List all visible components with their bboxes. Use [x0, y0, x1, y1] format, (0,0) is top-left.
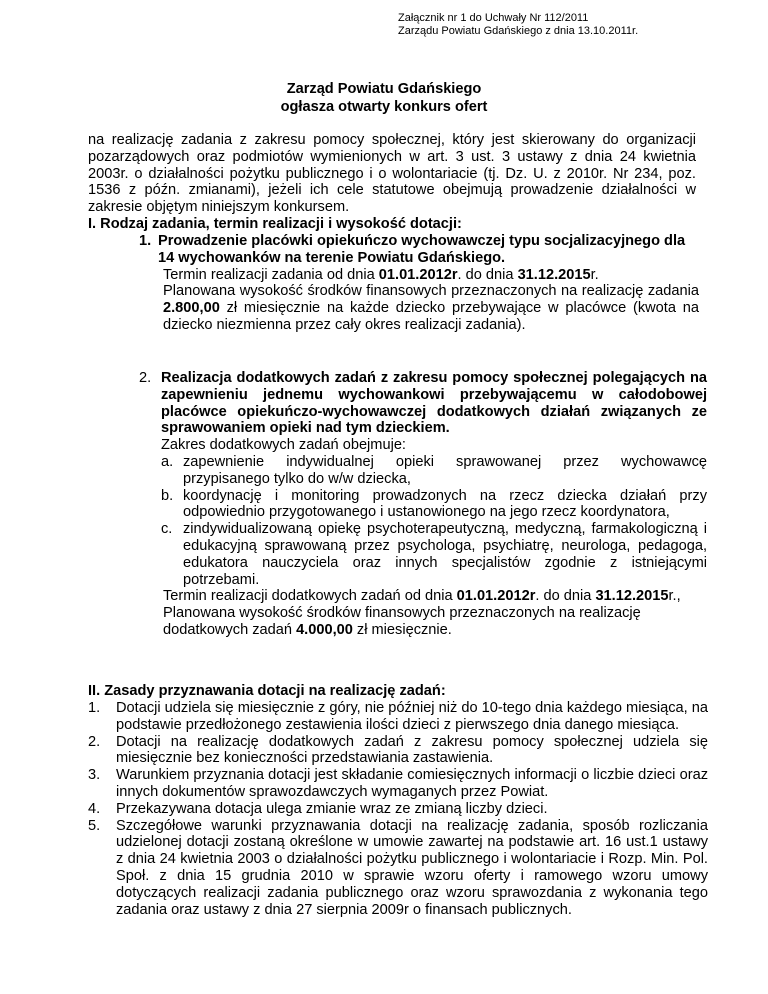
- attachment-header: [398, 12, 638, 38]
- attachment-line-1: Załącznik nr 1 do Uchwały Nr 112/2011: [398, 12, 589, 24]
- scope-a: a. zapewnienie indywidualnej opieki sprawowanej przez wychowawcę przypisanego tylko do w/w dziecka,: [161, 453, 707, 487]
- list-item: 2. Dotacji na realizację dodatkowych zadań z zakresu pomocy społecznej udziela się miesięcznie bez konieczności przedstawiania zastawienia.: [88, 733, 708, 767]
- list-item: 5. Szczegółowe warunki przyznawania dotacji na realizację zadania, sposób rozliczania udzielonej dotacji zostaną określone w umowie zawartej na podstawie art. 16 ust.1 ustawy z dnia 24 kwietnia 2003 o działalności pożytku publicznego i wolontariacie i Rozp. Min. Pol. Społ. z dnia 15 grudnia 2010 w sprawie wzoru oferty i ramowego wzoru umowy dotyczących realizacji zadania publicznego oraz wzoru sprawozdania z wykonania tego zadania oraz ustawy z dnia 27 sierpnia 2009r o finansach publicznych.: [88, 817, 708, 918]
- item-term: Termin realizacji zadania od dnia 01.01.2012r. do dnia 31.12.2015r.: [163, 266, 599, 283]
- item-funds: Planowana wysokość środków finansowych przeznaczonych na realizację zadania 2.800,00 zł miesięcznie na każde dziecko przebywające w placówce (kwota na dziecko niezmienna przez cały okres realizacji zadania).: [163, 283, 699, 333]
- intro-paragraph: na realizację zadania z zakresu pomocy społecznej, który jest skierowany do organizacji pozarządowych oraz podmiotów wymienionych w art. 3 ust. 3 ustawy z dnia 24 kwietnia 2003r. o działalności pożytku publicznego i o wolontariacie (tj. Dz. U. z 2010r. Nr 234, poz. 1536 z późn. zmianami), jeżeli ich cele statutowe obejmują prowadzenie działalności w zakresie objętym niniejszym konkursem.: [88, 132, 696, 216]
- list-item: 4. Przekazywana dotacja ulega zmianie wraz ze zmianą liczby dzieci.: [88, 800, 548, 817]
- list-item: 1. Dotacji udziela się miesięcznie z góry, nie później niż do 10-tego dnia każdego miesiąca, na podstawie przedłożonego zestawienia ilości dzieci z pierwszego dnia danego miesiąca.: [88, 700, 708, 733]
- item-number: 2.: [139, 370, 152, 386]
- item-title: Realizacja dodatkowych zadań z zakresu pomocy społecznej polegających na zapewnieniu jednemu wychowankowi przebywającemu w całodobowej placówce opiekuńczo-wychowawczej dodatkowych działań związanych ze sprawowaniem opieki nad tym dzieckiem.: [161, 370, 707, 437]
- section-1-item-1: [139, 233, 699, 334]
- item-number: 1.: [139, 233, 152, 249]
- attachment-line-2: Zarządu Powiatu Gdańskiego z dnia 13.10.2011r.: [398, 25, 639, 37]
- item-funds: Planowana wysokość środków finansowych przeznaczonych na realizację dodatkowych zadań 4.000,00 zł miesięcznie.: [163, 605, 641, 638]
- scope-intro: Zakres dodatkowych zadań obejmuje:: [161, 437, 406, 454]
- scope-b: b. koordynację i monitoring prowadzonych na rzecz dziecka działań przy odpowiednio przygotowanego i ustanowionego na jego rzecz koordynatora,: [161, 487, 707, 521]
- section-2-list: [88, 700, 708, 918]
- title-line-1: Zarząd Powiatu Gdańskiego: [286, 81, 482, 97]
- page-title: [0, 80, 768, 116]
- section-2-heading: II. Zasady przyznawania dotacji na realizację zadań:: [88, 683, 446, 699]
- title-line-2: ogłasza otwarty konkurs ofert: [280, 99, 488, 115]
- list-item: 3. Warunkiem przyznania dotacji jest składanie comiesięcznych informacji o liczbie dzieci oraz innych dokumentów sprawozdawczych wymaganych przez Powiat.: [88, 767, 708, 800]
- item-term: Termin realizacji dodatkowych zadań od dnia 01.01.2012r. do dnia 31.12.2015r.,: [163, 588, 681, 605]
- item-title: Prowadzenie placówki opiekuńczo wychowawczej typu socjalizacyjnego dla 14 wychowanków na terenie Powiatu Gdańskiego.: [158, 233, 686, 266]
- scope-c: c. zindywidualizowaną opiekę psychoterapeutyczną, medyczną, farmakologiczną i edukacyjną sprawowaną przez psychologa, psychiatrę, neurologa, pedagoga, edukatora nauczyciela oraz innych specjalistów zgodnie z istniejącymi potrzebami.: [161, 521, 707, 588]
- section-1-item-2: [139, 370, 707, 639]
- section-1-heading: I. Rodzaj zadania, termin realizacji i wysokość dotacji:: [88, 216, 462, 232]
